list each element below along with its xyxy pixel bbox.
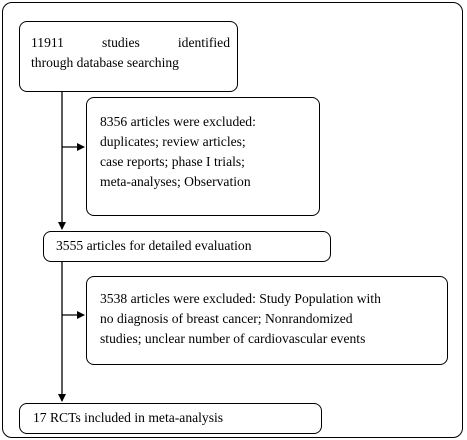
excluded-2-line-2: no diagnosis of breast cancer; Nonrandomized [100,311,353,326]
excluded-1-line-1: 8356 articles were excluded: [100,114,256,129]
excluded-1-line-3: case reports; phase I trials; [100,154,245,169]
detailed-evaluation-line-1: 3555 articles for detailed evaluation [56,238,252,253]
included-line-1: 17 RCTs included in meta-analysis [33,410,224,425]
excluded-box-2 [86,276,448,365]
identified-line-1: 11911 studies identified [31,35,230,50]
detailed-evaluation-box [43,231,331,262]
excluded-2-line-3: studies; unclear number of cardiovascular events [100,331,366,346]
included-box [19,403,322,434]
excluded-2-line-1: 3538 articles were excluded: Study Population with [100,291,381,306]
identified-box [19,21,238,92]
excluded-box-1 [86,97,320,216]
excluded-1-line-2: duplicates; review articles; [100,134,246,149]
excluded-1-line-4: meta-analyses; Observation [100,174,251,189]
identified-line-2: through database searching [31,55,179,70]
